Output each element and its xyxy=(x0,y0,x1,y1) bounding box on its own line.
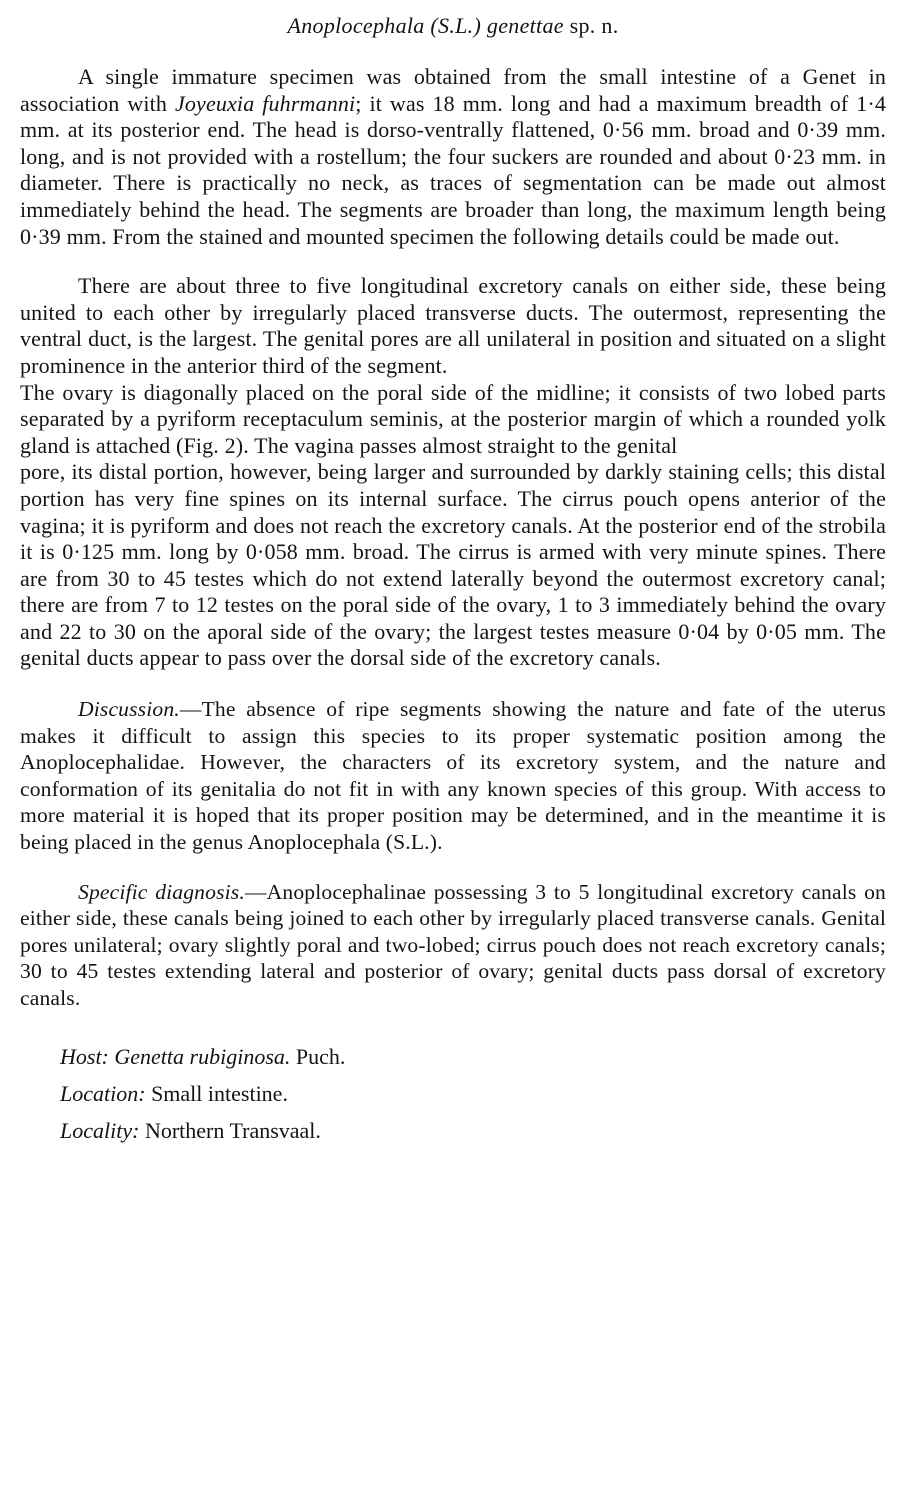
location-line xyxy=(60,1075,886,1112)
title-species: genettae xyxy=(486,13,564,38)
p5-text: —The absence of ripe segments showing the nature and fate of the uterus makes it difficult to assign this species to its proper systematic position among the Anoplocephalidae. However, the characters of its excretory system, and the nature and conformation of its genitalia do not fit in with any known species of this group. With access to more material it is hoped that its proper position may be determined, and in the meantime it is being placed in the genus Anoplocephala (S.L.). xyxy=(20,697,886,855)
p6-text: —Anoplocephalinae possessing 3 to 5 longitudinal excretory canals on either side, these canals being joined to each other by irregularly placed transverse canals. Genital pores unilateral; ovary slightly poral and two-lobed; cirrus pouch does not reach excretory canals; 30 to 45 testes extending lateral and posterior of ovary; genital ducts pass dorsal of excretory canals. xyxy=(20,879,886,1010)
title-subgenus: (S.L.) xyxy=(430,13,482,38)
p1-text-a: A single immature specimen was obtained from the small intestine of a Genet in association with xyxy=(20,64,886,116)
host-label: Host: xyxy=(60,1043,109,1069)
location-value: Small intestine. xyxy=(151,1080,288,1106)
paragraph-specific-diagnosis xyxy=(20,879,886,1012)
paragraph-excretory-canals xyxy=(20,273,886,379)
paragraph-ovary xyxy=(20,380,886,460)
diagnosis-label: Specific diagnosis. xyxy=(78,879,245,904)
host-author: Puch. xyxy=(295,1043,346,1069)
species-title xyxy=(20,8,886,44)
discussion-label: Discussion. xyxy=(78,697,180,722)
title-suffix: sp. n. xyxy=(569,13,619,38)
paragraph-specimen-description xyxy=(20,64,886,250)
location-label: Location: xyxy=(60,1080,146,1106)
p1-text-b: ; it was 18 mm. long and had a maximum breadth of 1·4 mm. at its posterior end. The head is dorso-ventrally flattened, 0·56 mm. broad and 0·39 mm. long, and is not provided with a rostellum; the four suckers are rounded and about 0·23 mm. in diameter. There is practically no neck, as traces of segmentation can be made out almost immediately behind the head. The segments are broader than long, the maximum length being 0·39 mm. From the stained and mounted specimen the following details could be made out. xyxy=(20,90,887,249)
locality-label: Locality: xyxy=(60,1117,140,1143)
title-genus: Anoplocephala xyxy=(287,13,425,38)
document-page xyxy=(20,8,886,1149)
p2-text: There are about three to five longitudinal excretory canals on either side, these being united to each other by irregularly placed transverse ducts. The outermost, representing the ventral duct, is the largest. The genital pores are all unilateral in position and situated on a slight prominence in the anterior third of the segment. xyxy=(20,273,886,378)
p3-text: The ovary is diagonally placed on the poral side of the midline; it consists of two lobed parts separated by a pyriform receptaculum seminis, at the posterior margin of which a rounded yolk gland is attached (Fig. 2). The vagina passes almost straight to the genital xyxy=(20,379,886,458)
p4-text: pore, its distal portion, however, being larger and surrounded by darkly staining cells; this distal portion has very fine spines on its internal surface. The cirrus pouch opens anterior of the vagina; it is pyriform and does not reach the excretory canals. At the posterior end of the strobila it is 0·125 mm. long by 0·058 mm. broad. The cirrus is armed with very minute spines. There are from 30 to 45 testes which do not extend laterally beyond the outermost excretory canal; there are from 7 to 12 testes on the poral side of the ovary, 1 to 3 immediately behind the ovary and 22 to 30 on the aporal side of the ovary; the largest testes measure 0·04 by 0·05 mm. The genital ducts appear to pass over the dorsal side of the excretory canals. xyxy=(20,459,886,671)
locality-line xyxy=(60,1112,886,1149)
host-species: Genetta rubiginosa. xyxy=(114,1043,291,1069)
p1-species-name: Joyeuxia fuhrmanni xyxy=(174,90,356,116)
paragraph-genital-pore xyxy=(20,459,886,672)
host-line xyxy=(60,1038,886,1075)
locality-value: Northern Transvaal. xyxy=(144,1117,321,1143)
paragraph-discussion xyxy=(20,696,886,856)
